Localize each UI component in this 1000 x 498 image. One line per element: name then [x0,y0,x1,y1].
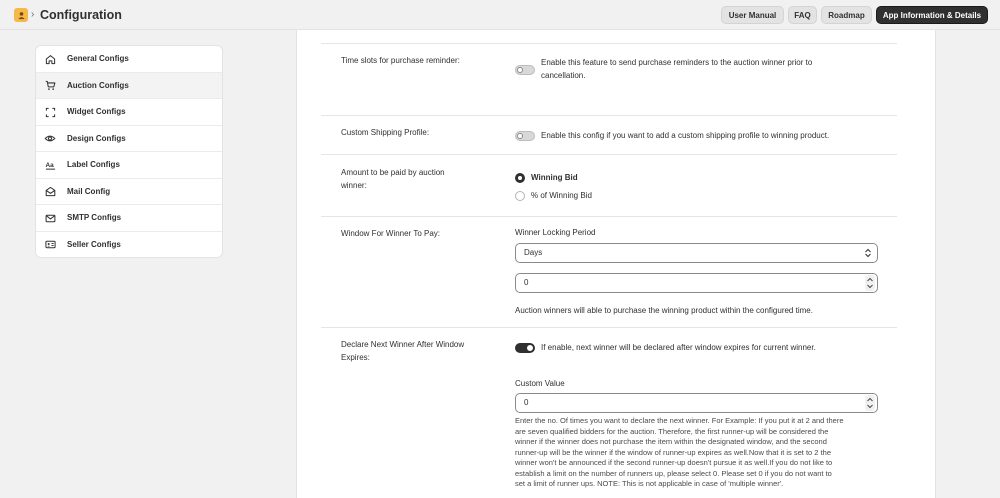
custom-value-input[interactable] [515,393,878,413]
home-icon [44,53,56,65]
amount-label-line2: winner: [341,181,367,190]
locking-period-value: Days [524,248,543,257]
locking-period-amount-value: 0 [524,278,529,287]
custom-value-help-line: winner if the winner does not purchase the item within the designated window, and the second [515,437,827,446]
sidebar-item-label: Seller Configs [67,239,121,249]
sidebar-item-seller-configs[interactable] [36,232,223,259]
section-divider [321,43,897,44]
svg-text:Aa: Aa [44,161,54,169]
window-label: Window For Winner To Pay: [341,229,440,238]
sidebar-item-label: General Configs [67,54,129,63]
number-stepper-icon[interactable] [865,275,875,291]
envelope-icon [44,212,56,224]
eye-icon [44,133,56,145]
window-help-text: Auction winners will able to purchase the winning product within the configured time. [515,306,813,315]
config-sidebar [35,45,223,258]
section-divider [321,327,897,328]
select-chevron-icon [864,248,872,258]
sidebar-item-label: Mail Config [67,186,111,196]
section-divider [321,154,897,155]
percent-winning-bid-radio[interactable] [515,191,525,201]
sidebar-item-smtp-configs[interactable] [36,205,223,232]
faq-button[interactable]: FAQ [788,6,817,24]
store-icon[interactable] [14,8,28,22]
id-card-icon [44,239,56,251]
frame-icon [44,106,56,118]
sidebar-item-label: Auction Configs [67,80,129,90]
custom-value-help-line: are seven qualified bidders for the auction. Therefore, the first runner-up will be considered the [515,426,829,436]
toggle-knob [527,345,533,351]
section-divider [321,216,897,217]
sidebar-item-general-configs[interactable] [36,46,223,73]
sidebar-item-widget-configs[interactable] [36,99,223,126]
winning-bid-label[interactable]: Winning Bid [531,173,578,182]
reminder-description-line2: cancellation. [541,71,586,80]
custom-value-value: 0 [524,398,529,407]
toggle-knob [517,67,523,73]
sidebar-item-label-configs[interactable] [36,152,223,179]
sidebar-item-label: SMTP Configs [67,213,122,222]
custom-value-help-line: winner won't be announced if the second runner-up doesn't pursue it as well.If you do not like to [515,458,833,467]
winning-bid-radio[interactable] [515,173,525,183]
text-icon [44,159,56,171]
breadcrumb-separator: › [31,9,35,20]
top-bar [0,0,1000,30]
custom-value-help-line: Enter the no. Of times you want to declare the next winner. For Example: If you put it at 2 and there [515,416,844,425]
sidebar-item-mail-config[interactable] [36,179,223,206]
next-winner-label-line1: Declare Next Winner After Window [341,340,465,349]
cart-icon [44,80,56,92]
custom-value-label: Custom Value [515,379,565,388]
reminder-description-line1: Enable this feature to send purchase reminders to the auction winner prior to [541,58,813,67]
roadmap-button[interactable]: Roadmap [821,6,872,24]
sidebar-item-label: Widget Configs [67,107,126,116]
locking-period-amount-input[interactable] [515,273,878,293]
locking-period-select[interactable] [515,243,878,263]
section-divider [321,115,897,116]
sidebar-item-design-configs[interactable] [36,126,223,153]
reminder-label: Time slots for purchase reminder: [341,56,460,65]
next-winner-description: If enable, next winner will be declared after window expires for current winner. [541,343,816,352]
mail-open-icon [44,186,56,198]
shipping-label: Custom Shipping Profile: [341,128,430,137]
number-stepper-icon[interactable] [865,395,875,411]
sidebar-item-label: Label Configs [67,160,120,169]
next-winner-label-line2: Expires: [341,353,370,362]
reminder-toggle[interactable] [515,65,535,75]
sidebar-item-label: Design Configs [67,133,126,143]
winner-locking-period-label: Winner Locking Period [515,228,596,237]
shipping-description: Enable this config if you want to add a custom shipping profile to winning product. [541,131,830,140]
amount-label-line1: Amount to be paid by auction [341,168,445,177]
custom-value-help-line: set a limit of runner ups. NOTE: This is not applicable in case of 'multiple winner'. [515,479,784,488]
auction-configs-panel [296,30,936,498]
next-winner-toggle[interactable] [515,343,535,353]
custom-value-help-line: runner-up will be the winner if the window of runner-up expires as well.Now that it is set to 2 the [515,447,831,457]
user-manual-button[interactable]: User Manual [721,6,784,24]
custom-value-help-line: establish a limit on the number of runners up, please select 0. Please set 0 if you do not want to [515,468,832,478]
sidebar-item-auction-configs[interactable] [36,73,223,100]
percent-winning-bid-label[interactable]: % of Winning Bid [531,191,592,200]
page-title: Configuration [40,8,122,22]
app-information-button[interactable]: App Information & Details [876,6,988,24]
shipping-toggle[interactable] [515,131,535,141]
toggle-knob [517,133,523,139]
